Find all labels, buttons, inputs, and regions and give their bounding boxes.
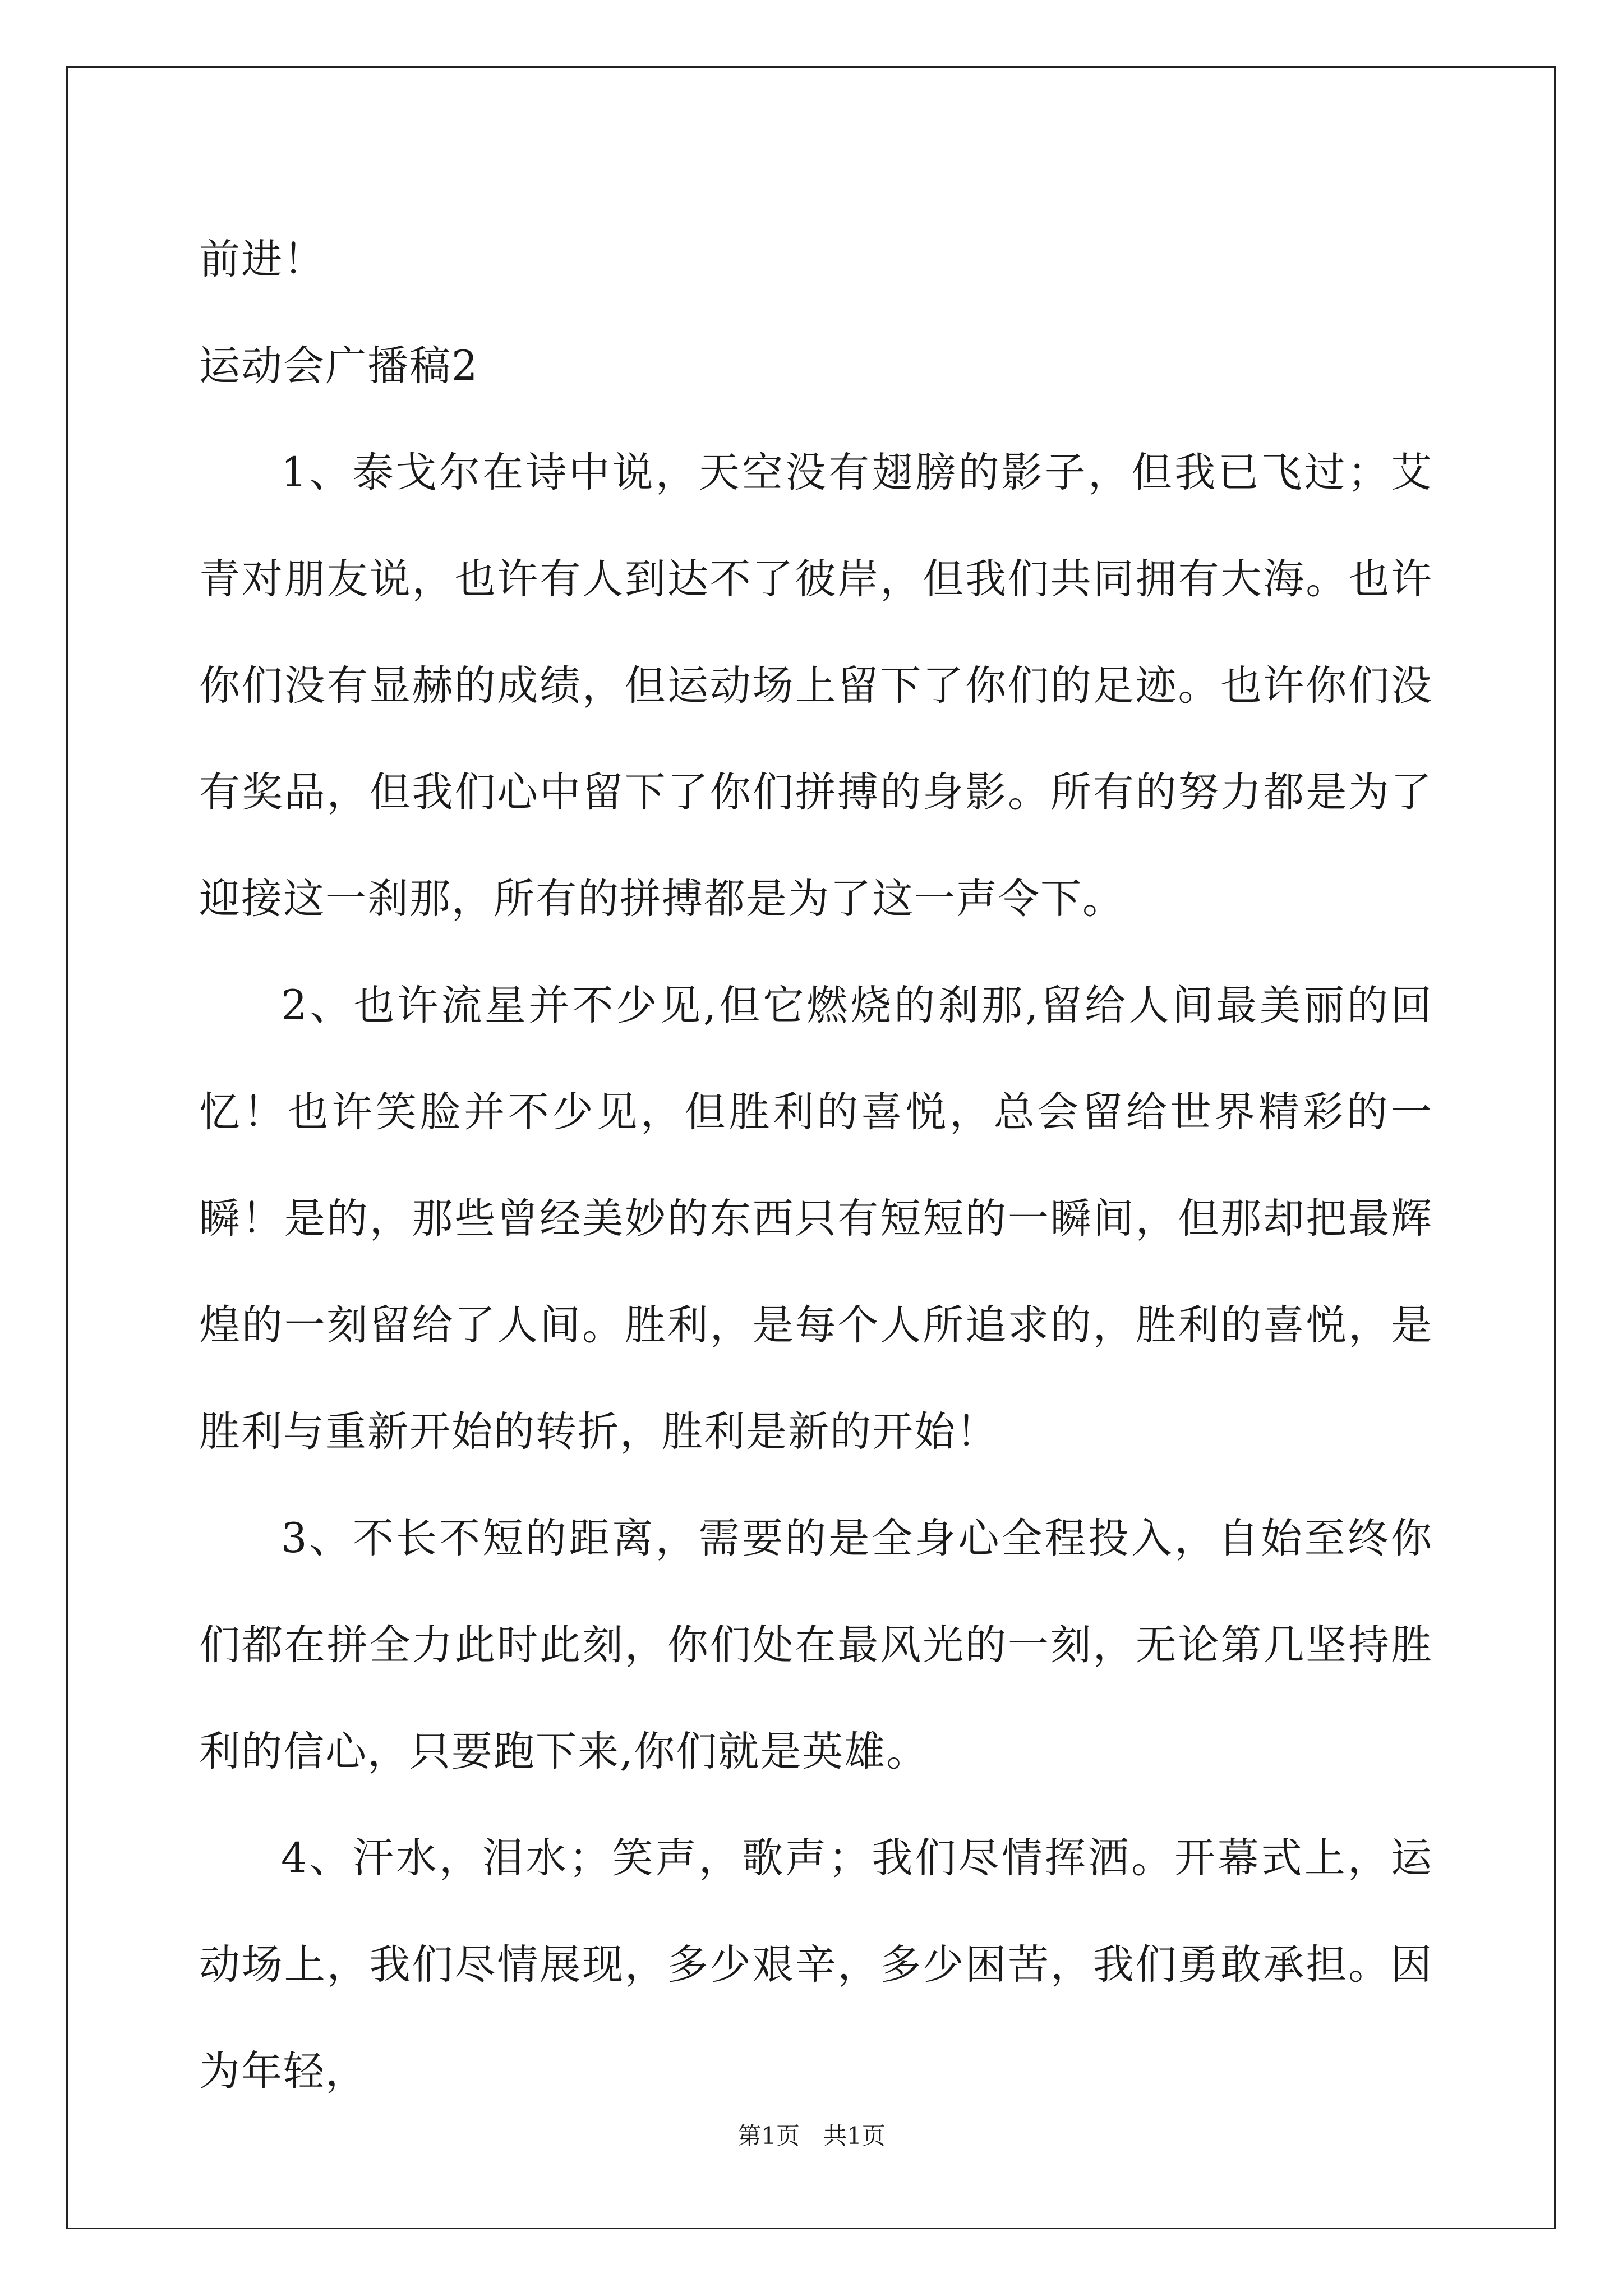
document-body <box>199 206 1433 2125</box>
page-number-footer: 第1页 共1页 <box>737 2122 886 2150</box>
section-heading: 运动会广播稿2 <box>199 342 479 390</box>
paragraph-3: 3、不长不短的距离，需要的是全身心全程投入，自始至终你们都在拼全力此时此刻，你们处在最风光的一刻，无论第几坚持胜利的信心，只要跑下来,你们就是英雄。 <box>199 1515 1433 1775</box>
paragraph-1: 1、泰戈尔在诗中说，天空没有翅膀的影子，但我已飞过；艾青对朋友说，也许有人到达不了彼岸，但我们共同拥有大海。也许你们没有显赫的成绩，但运动场上留下了你们的足迹。也许你们没有奖品，但我们心中留下了你们拼搏的身影。所有的努力都是为了迎接这一刹那，所有的拼搏都是为了这一声令下。 <box>199 449 1433 923</box>
paragraph-2: 2、也许流星并不少见,但它燃烧的刹那,留给人间最美丽的回忆！也许笑脸并不少见，但胜利的喜悦，总会留给世界精彩的一瞬！是的，那些曾经美妙的东西只有短短的一瞬间，但那却把最辉煌的一刻留给了人间。胜利，是每个人所追求的，胜利的喜悦，是胜利与重新开始的转折，胜利是新的开始！ <box>199 982 1433 1456</box>
text-line-continuation: 前进！ <box>199 236 325 283</box>
paragraph-4: 4、汗水，泪水；笑声，歌声；我们尽情挥洒。开幕式上，运动场上，我们尽情展现，多少艰辛，多少困苦，我们勇敢承担。因为年轻， <box>199 1834 1433 2095</box>
